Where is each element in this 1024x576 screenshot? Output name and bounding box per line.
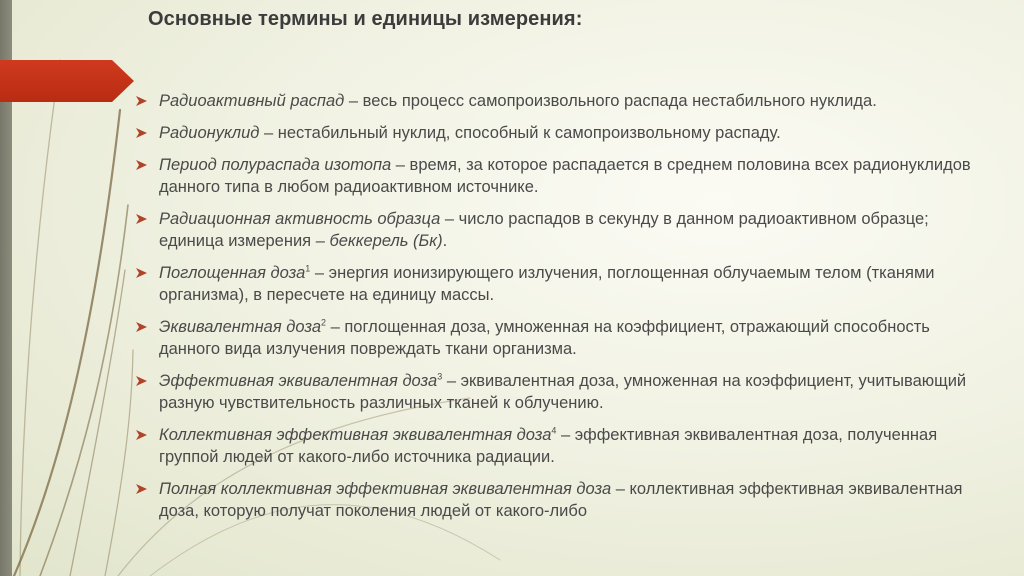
term-tail: . bbox=[442, 232, 448, 250]
footnote-marker: 3 bbox=[437, 371, 443, 382]
arrowhead-bullet-icon bbox=[136, 160, 147, 170]
arrowhead-bullet-icon bbox=[136, 96, 147, 106]
term-definition: – эффективная эквивалентная доза, полученная группой людей от какого-либо источника радиации. bbox=[159, 426, 938, 466]
list-item bbox=[136, 208, 976, 252]
curve-7 bbox=[20, 60, 60, 576]
arrowhead-bullet-icon bbox=[136, 430, 147, 440]
term-unit: беккерель (Бк) bbox=[329, 232, 443, 250]
slide-title: Основные термины и единицы измерения: bbox=[148, 8, 583, 30]
curve-2 bbox=[40, 205, 128, 576]
term-definition: – эквивалентная доза, умноженная на коэффициент, учитывающий разную чувствительность различных тканей к облучению. bbox=[159, 372, 967, 412]
footnote-marker: 2 bbox=[321, 317, 327, 328]
arrowhead-bullet-icon bbox=[136, 376, 147, 386]
list-item bbox=[136, 262, 976, 306]
footnote-marker: 4 bbox=[551, 425, 557, 436]
arrowhead-bullet-icon bbox=[136, 128, 147, 138]
term-definition: – коллективная эффективная эквивалентная доза, которую получат поколения людей от какого-либо bbox=[159, 480, 963, 520]
curve-1 bbox=[14, 110, 120, 576]
list-item bbox=[136, 478, 976, 522]
footnote-marker: 1 bbox=[305, 263, 311, 274]
arrowhead-bullet-icon bbox=[136, 322, 147, 332]
accent-tab bbox=[0, 60, 134, 102]
arrowhead-bullet-icon bbox=[136, 214, 147, 224]
list-item bbox=[136, 316, 976, 360]
arrowhead-bullet-icon bbox=[136, 268, 147, 278]
term-definition: – энергия ионизирующего излучения, поглощенная облучаемым телом (тканями организма), в пересчете на единицу массы. bbox=[159, 264, 935, 304]
term-definition: – число распадов в секунду в данном радиоактивном образце; единица измерения – bbox=[159, 210, 929, 250]
curve-3 bbox=[70, 270, 125, 576]
list-item bbox=[136, 90, 976, 112]
term-name: Радиоактивный распад bbox=[159, 92, 345, 110]
list-item bbox=[136, 370, 976, 414]
terms-list bbox=[136, 90, 976, 532]
list-item bbox=[136, 424, 976, 468]
list-item bbox=[136, 122, 976, 144]
term-name: Радионуклид bbox=[159, 124, 260, 142]
term-definition: – время, за которое распадается в среднем половина всех радионуклидов данного типа в любом радиоактивном источнике. bbox=[159, 156, 971, 196]
arrowhead-bullet-icon bbox=[136, 484, 147, 494]
term-name: Полная коллективная эффективная эквивалентная доза bbox=[159, 480, 612, 498]
term-name: Эффективная эквивалентная доза bbox=[159, 372, 438, 390]
term-name: Эквивалентная доза bbox=[159, 318, 322, 336]
term-definition: – нестабильный нуклид, способный к самопроизвольному распаду. bbox=[259, 124, 781, 142]
term-name: Период полураспада изотопа bbox=[159, 156, 392, 174]
term-name: Поглощенная доза bbox=[159, 264, 306, 282]
term-definition: – весь процесс самопроизвольного распада нестабильного нуклида. bbox=[344, 92, 877, 110]
term-definition: – поглощенная доза, умноженная на коэффициент, отражающий способность данного вида излучения повреждать ткани организма. bbox=[159, 318, 930, 358]
term-name: Радиационная активность образца bbox=[159, 210, 441, 228]
list-item bbox=[136, 154, 976, 198]
term-name: Коллективная эффективная эквивалентная доза bbox=[159, 426, 552, 444]
curve-4 bbox=[105, 350, 133, 576]
